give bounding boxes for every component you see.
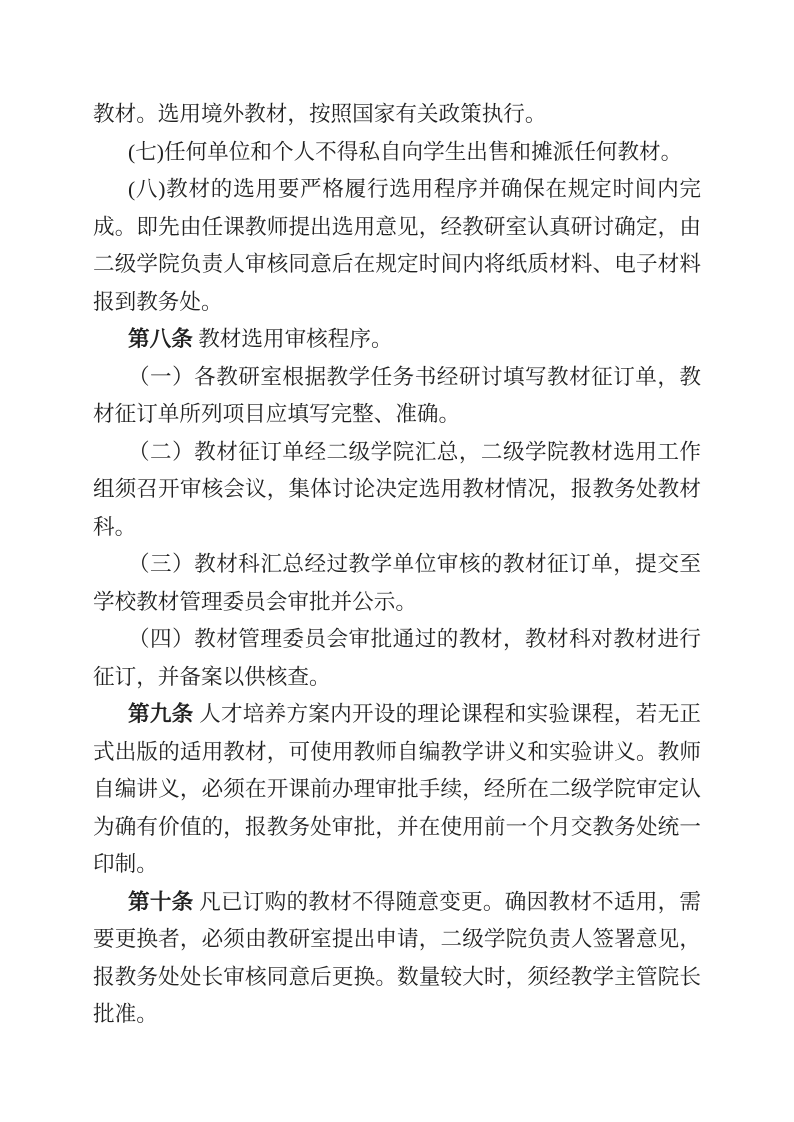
text-run: （一）各教研室根据教学任务书经研讨填写教材征订单，教	[128, 364, 701, 389]
text-run: （四）教材管理委员会审批通过的教材，教材科对教材进行	[128, 627, 701, 651]
text-run: 印制。	[93, 852, 158, 876]
text-run: 征订，并备案以供核查。	[93, 664, 331, 689]
text-run: 材征订单所列项目应填写完整、准确。	[93, 402, 461, 426]
text-line	[93, 884, 701, 922]
text-run: 学校教材管理委员会审批并公示。	[93, 589, 417, 614]
text-line	[93, 396, 701, 434]
text-line	[93, 996, 701, 1034]
text-run: （二）教材征订单经二级学院汇总，二级学院教材选用工作	[128, 439, 701, 464]
text-run: 组须召开审核会议，集体讨论决定选用教材情况，报教务处教材	[93, 477, 701, 501]
text-line	[93, 621, 701, 659]
text-line	[93, 96, 701, 134]
text-run: 凡已订购的教材不得随意变更。确因教材不适用，需	[193, 889, 701, 914]
text-run: 为确有价值的，报教务处审批，并在使用前一个月交教务处统一	[93, 814, 701, 839]
text-line	[93, 209, 701, 247]
text-line	[93, 659, 701, 697]
text-run: 报到教务处。	[93, 289, 223, 314]
text-run: 报教务处处长审核同意后更换。数量较大时，须经教学主管院长	[93, 964, 701, 989]
article-number: 第十条	[128, 889, 194, 914]
text-line	[93, 959, 701, 997]
text-line	[93, 509, 701, 547]
text-line	[93, 246, 701, 284]
text-run: 批准。	[93, 1002, 158, 1026]
article-number: 第八条	[128, 327, 193, 351]
text-run: 教材。选用境外教材，按照国家有关政策执行。	[93, 102, 547, 126]
document-body	[93, 96, 701, 1034]
text-run: 科。	[93, 514, 137, 539]
text-line	[93, 359, 701, 397]
text-line	[93, 809, 701, 847]
text-line	[93, 921, 701, 959]
article-number: 第九条	[128, 702, 194, 726]
text-run: （三）教材科汇总经过教学单位审核的教材征订单，提交至	[128, 552, 701, 576]
text-line	[93, 284, 701, 322]
text-line	[93, 134, 701, 172]
text-run: 教材选用审核程序。	[192, 327, 393, 351]
text-run: (八)教材的选用要严格履行选用程序并确保在规定时间内完	[128, 177, 701, 201]
text-line	[93, 734, 701, 772]
text-run: 式出版的适用教材，可使用教师自编教学讲义和实验讲义。教师	[93, 739, 701, 764]
text-run: (七)任何单位和个人不得私自向学生出售和摊派任何教材。	[128, 139, 683, 164]
text-line	[93, 471, 701, 509]
text-line	[93, 771, 701, 809]
text-run: 要更换者，必须由教研室提出申请，二级学院负责人签署意见，	[93, 927, 701, 951]
text-run: 二级学院负责人审核同意后在规定时间内将纸质材料、电子材料	[93, 252, 701, 276]
text-run: 人才培养方案内开设的理论课程和实验课程，若无正	[193, 702, 701, 726]
text-line	[93, 321, 701, 359]
text-line	[93, 434, 701, 472]
text-line	[93, 584, 701, 622]
text-run: 成。即先由任课教师提出选用意见，经教研室认真研讨确定，由	[93, 214, 701, 239]
text-line	[93, 546, 701, 584]
text-run: 自编讲义，必须在开课前办理审批手续，经所在二级学院审定认	[93, 777, 701, 801]
text-line	[93, 696, 701, 734]
text-line	[93, 171, 701, 209]
text-line	[93, 846, 701, 884]
